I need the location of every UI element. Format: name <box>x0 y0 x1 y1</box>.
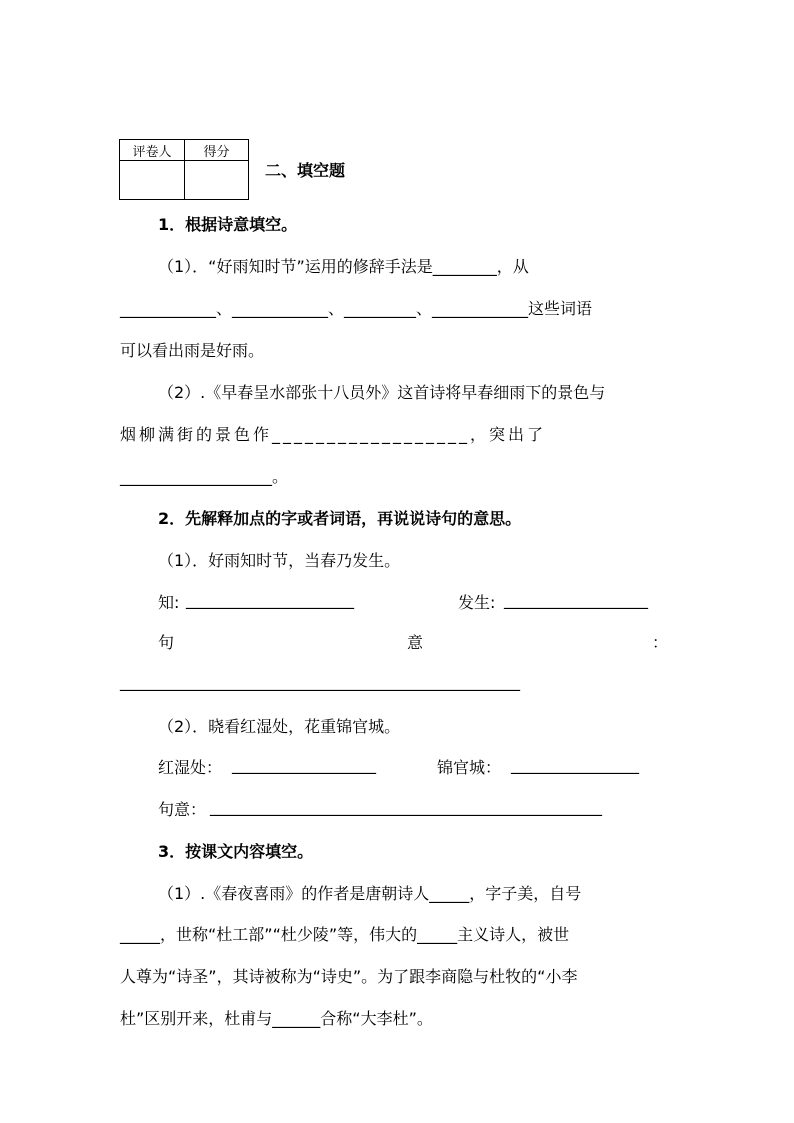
fasheng-label: 发生: <box>458 593 496 612</box>
q1-title: 1．根据诗意填空。 <box>158 215 298 234</box>
juyi-blank[interactable]: __________________________________________________ <box>120 672 520 691</box>
jinguan-label: 锦官城： <box>437 758 502 777</box>
score-table-score-cell[interactable] <box>185 161 249 200</box>
zhi-blank[interactable]: _____________________ <box>186 590 354 609</box>
zhi-label: 知: <box>158 593 180 612</box>
fasheng-blank[interactable]: __________________ <box>504 590 648 609</box>
juyi-ju: 句 <box>158 633 175 652</box>
q2-p1-line1: （1）．好雨知时节，当春乃发生。 <box>158 551 401 570</box>
q3-line4: 杜”区别开来，杜甫与______合称“大李杜”。 <box>120 1009 433 1028</box>
q1-p2-line2: 烟柳满街的景色作__________________，突出了 <box>120 425 547 444</box>
q1-p1-line2: ____________、____________、_________、____________这些词语 <box>120 299 593 318</box>
q3-line3: 人尊为“诗圣”，其诗被称为“诗史”。为了跟李商隐与杜牧的“小李 <box>120 967 578 986</box>
score-table-header-grader: 评卷人 <box>120 140 185 161</box>
q2-title: 2．先解释加点的字或者词语，再说说诗句的意思。 <box>158 509 522 528</box>
q1-p2-line1: （2）.《早春呈水部张十八员外》这首诗将早春细雨下的景色与 <box>158 383 606 402</box>
score-table <box>119 139 249 200</box>
juyi-colon: ： <box>652 633 669 652</box>
score-table-grader-cell[interactable] <box>120 161 185 200</box>
q3-line1: （1）.《春夜喜雨》的作者是唐朝诗人_____，字子美，自号 <box>158 884 582 903</box>
juyi2-label: 句意： <box>158 800 207 819</box>
section-title: 二、填空题 <box>265 161 346 180</box>
q3-title: 3．按课文内容填空。 <box>158 842 314 861</box>
q1-p2-line3: ___________________。 <box>120 467 289 486</box>
q1-p1-line3: 可以看出雨是好雨。 <box>120 341 265 360</box>
q2-p2-line1: （2）．晓看红湿处，花重锦官城。 <box>158 717 401 736</box>
hongshi-label: 红湿处： <box>158 758 223 777</box>
juyi2-blank[interactable]: _________________________________________________ <box>210 797 602 816</box>
juyi-yi: 意 <box>407 633 424 652</box>
q3-line2: _____，世称“杜工部”“杜少陵”等，伟大的_____主义诗人，被世 <box>120 925 570 944</box>
hongshi-blank[interactable]: __________________ <box>232 755 376 774</box>
score-table-header-score: 得分 <box>185 140 249 161</box>
jinguan-blank[interactable]: ________________ <box>511 755 639 774</box>
q1-p1-line1: （1）．“好雨知时节”运用的修辞手法是________，从 <box>158 257 529 276</box>
